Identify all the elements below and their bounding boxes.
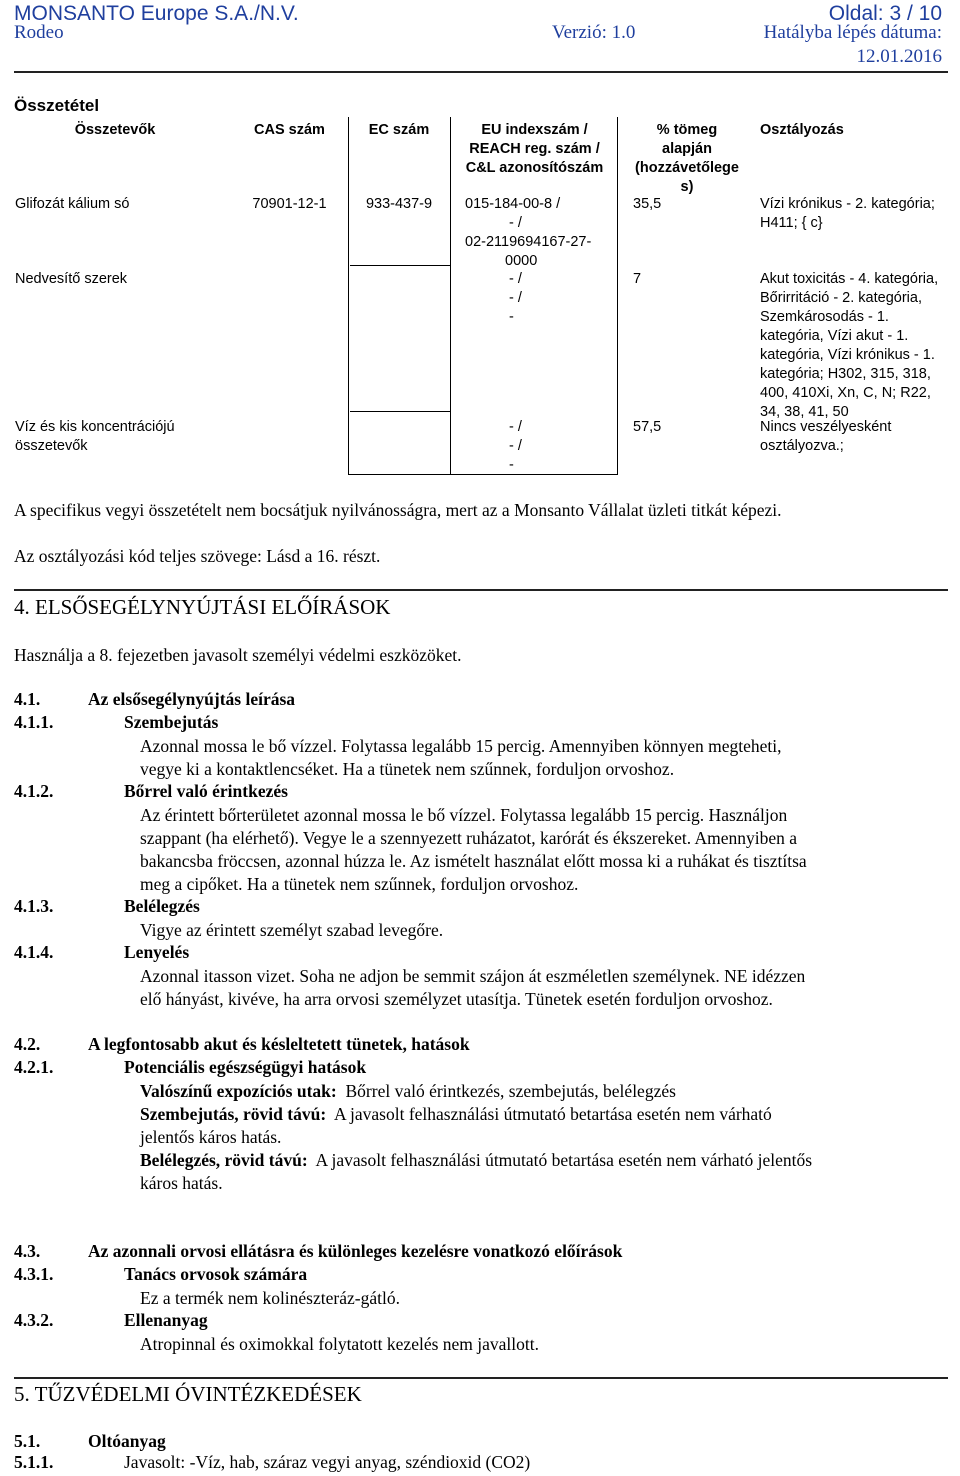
col-header-component: Összetevők xyxy=(74,122,156,138)
cas-number: 70901-12-1 xyxy=(252,196,327,212)
subsection-number: 4.1.4. xyxy=(14,942,54,962)
subsection-title: Ellenanyag xyxy=(124,1310,208,1330)
eu-index: - / - / - xyxy=(509,271,522,325)
classification: Nincs veszélyesként osztályozva.; xyxy=(760,419,892,454)
section-4-title: 4. ELSŐSEGÉLYNYÚJTÁSI ELŐÍRÁSOK xyxy=(14,595,391,619)
weight-percent: 57,5 xyxy=(633,419,662,435)
col-header-eu-index: EU indexszám / REACH reg. szám / C&L azonosítószám xyxy=(465,122,604,176)
classification-fulltext-note: Az osztályozási kód teljes szövege: Lásd a 16. részt. xyxy=(14,546,381,566)
subsection-title: Szembejutás xyxy=(124,712,219,732)
grid-line xyxy=(450,117,451,474)
paragraph: Atropinnal és oximokkal folytatott kezelés nem javallott. xyxy=(140,1334,539,1354)
component-name: Glifozát kálium só xyxy=(15,196,130,212)
paragraph: Azonnal mossa le bő vízzel. Folytassa legalább 15 percig. Amennyiben könnyen megteheti, vegye ki a kontaktlencséket. Ha a tünetek nem szűnnek, forduljon orvoshoz. xyxy=(140,736,782,779)
page-number: Oldal: 3 / 10 xyxy=(828,2,942,25)
effective-date: 12.01.2016 xyxy=(856,46,942,67)
company-name: MONSANTO Europe S.A./N.V. xyxy=(14,2,299,25)
section-5-title: 5. TŰZVÉDELMI ÓVINTÉZKEDÉSEK xyxy=(14,1382,362,1406)
grid-line xyxy=(348,474,618,475)
grid-line xyxy=(350,411,450,412)
eu-index: - / - / - xyxy=(509,419,522,473)
subsection-title: Bőrrel való érintkezés xyxy=(124,781,288,801)
composition-table xyxy=(0,117,960,477)
paragraph: Azonnal itasson vizet. Soha ne adjon be semmit szájon át eszméletlen személynek. NE idézzen elő hányást, kivéve, ha arra orvosi személyzet utasítja. Tünetek esetén forduljon orvoshoz. xyxy=(140,966,806,1009)
subsection-number: 5.1.1. xyxy=(14,1452,54,1472)
grid-line xyxy=(350,265,450,266)
confidentiality-note: A specifikus vegyi összetételt nem bocsátjuk nyilvánosságra, mert az a Monsanto Vállalat üzleti titkát képezi. xyxy=(14,500,782,520)
classification: Vízi krónikus - 2. kategória; H411; { c} xyxy=(760,196,935,231)
subsection-title: Az elsősegélynyújtás leírása xyxy=(88,689,296,709)
classification: Akut toxicitás - 4. kategória, Bőrirritáció - 2. kategória, Szemkárosodás - 1. kategória, Vízi akut - 1. kategória, Vízi krónikus - 1. kategória; H302, 315, 318, 400, 410Xi, Xn, C, N; R22, 34, 38, 41, 50 xyxy=(760,271,939,420)
subsection-number: 4.1.1. xyxy=(14,712,54,732)
version: Verzió: 1.0 xyxy=(552,22,636,43)
inhalation-effects: Belélegzés, rövid távú: A javasolt felhasználási útmutató betartása esetén nem várható jelentős káros hatás. xyxy=(140,1150,813,1193)
paragraph: Ez a termék nem kolinészteráz-gátló. xyxy=(140,1288,400,1308)
exposure-routes: Valószínű expozíciós utak: Bőrrel való érintkezés, szembejutás, belélegzés xyxy=(140,1081,676,1101)
section-4-intro: Használja a 8. fejezetben javasolt személyi védelmi eszközöket. xyxy=(14,645,462,665)
subsection-number: 4.2.1. xyxy=(14,1057,54,1077)
grid-line xyxy=(348,117,349,474)
subsection-title: Belélegzés xyxy=(124,896,200,916)
subsection-number: 4.1. xyxy=(14,689,41,709)
header-rule xyxy=(14,71,948,73)
subsection-number: 4.3. xyxy=(14,1241,41,1261)
subsection-title: Lenyelés xyxy=(124,942,190,962)
paragraph: Az érintett bőrterületet azonnal mossa le bő vízzel. Folytassa legalább 15 percig. Használjon szappant (ha elérhető). Vegye le a szennyezett ruházatot, karórát és ékszereket. Amennyiben a bakancsba fröccsen, azonnal húzza le. Az ismételt használat előtt mossa ki a ruhákat és tisztítsa meg a cipőket. Ha a tünetek nem szűnnek, forduljon orvoshoz. xyxy=(140,805,807,894)
subsection-number: 4.2. xyxy=(14,1034,41,1054)
section-rule xyxy=(14,1377,948,1379)
subsection-title: Az azonnali orvosi ellátásra és különleges kezelésre vonatkozó előírások xyxy=(88,1241,623,1261)
subsection-number: 4.1.3. xyxy=(14,896,54,916)
weight-percent: 7 xyxy=(633,271,642,287)
subsection-number: 5.1. xyxy=(14,1431,41,1451)
paragraph: Vigye az érintett személyt szabad levegőre. xyxy=(140,920,444,940)
effective-date-label: Hatályba lépés dátuma: xyxy=(763,22,942,43)
subsection-title: Potenciális egészségügyi hatások xyxy=(124,1057,367,1077)
grid-line xyxy=(617,117,618,474)
component-name: Nedvesítő szerek xyxy=(15,271,128,287)
eye-effects: Szembejutás, rövid távú: A javasolt felhasználási útmutató betartása esetén nem várható jelentős káros hatás. xyxy=(140,1104,772,1147)
col-header-ec: EC szám xyxy=(368,122,430,138)
subsection-title: A legfontosabb akut és késleltetett tünetek, hatások xyxy=(88,1034,470,1054)
page-header xyxy=(14,0,948,92)
section-rule xyxy=(14,589,948,591)
subsection-title: Tanács orvosok számára xyxy=(124,1264,308,1284)
component-name: Víz és kis koncentrációjú összetevők xyxy=(15,419,175,454)
subsection-number: 4.3.1. xyxy=(14,1264,54,1284)
composition-title: Összetétel xyxy=(14,96,100,115)
product-name: Rodeo xyxy=(14,22,64,43)
subsection-number: 4.1.2. xyxy=(14,781,54,801)
col-header-cas: CAS szám xyxy=(254,122,325,138)
col-header-classification: Osztályozás xyxy=(760,122,844,138)
subsection-title: Oltóanyag xyxy=(88,1431,166,1451)
weight-percent: 35,5 xyxy=(633,196,662,212)
eu-index: 015-184-00-8 / - / 02-2119694167-27- 0000 xyxy=(465,196,592,269)
ec-number: 933-437-9 xyxy=(365,196,433,212)
subsection-number: 4.3.2. xyxy=(14,1310,54,1330)
extinguishing-media: Javasolt: -Víz, hab, száraz vegyi anyag, széndioxid (CO2) xyxy=(124,1452,531,1472)
col-header-weight: % tömeg alapján (hozzávetőlege s) xyxy=(635,122,739,195)
